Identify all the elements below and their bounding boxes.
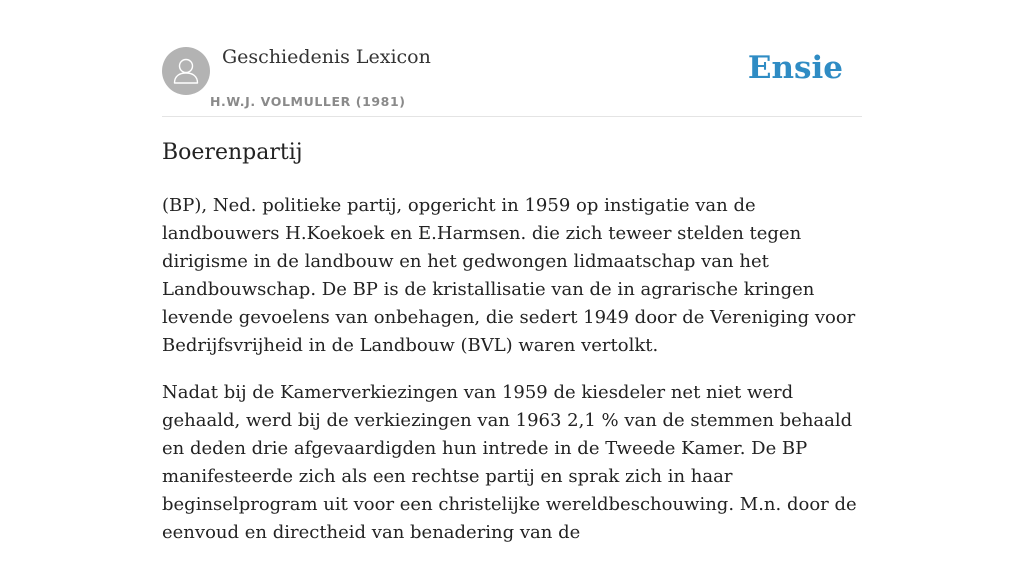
source-header xyxy=(162,0,862,117)
author-label: H.W.J. VOLMULLER (1981) xyxy=(210,94,406,109)
avatar[interactable] xyxy=(162,47,210,95)
source-title-link[interactable]: Geschiedenis Lexicon xyxy=(222,46,431,68)
page-container xyxy=(162,0,862,543)
article-body xyxy=(162,192,862,566)
article-paragraph: (BP), Ned. politieke partij, opgericht in 1959 op instigatie van de landbouwers H.Koekoek en E.Harmsen. die zich teweer stelden tegen dirigisme in de landbouw en het gedwongen lidmaatschap van het Landbouwschap. De BP is de kristallisatie van de in agrarische kringen levende gevoelens van onbehagen, die sedert 1949 door de Vereniging voor Bedrijfsvrijheid in de Landbouw (BVL) waren vertolkt. xyxy=(162,195,856,356)
article-paragraph: Nadat bij de Kamerverkiezingen van 1959 de kiesdeler net niet werd gehaald, werd bij de verkiezingen van 1963 2,1 % van de stemmen behaald en deden drie afgevaardigden hun intrede in de Tweede Kamer. De BP manifesteerde zich als een rechtse partij en sprak zich in haar beginselprogram uit voor een christelijke wereldbeschouwing. M.n. door de eenvoud en directheid van benadering van de xyxy=(162,382,857,543)
page-title: Boerenpartij xyxy=(162,140,303,165)
brand-logo[interactable]: Ensie xyxy=(747,50,843,86)
user-outline-icon xyxy=(162,47,210,95)
